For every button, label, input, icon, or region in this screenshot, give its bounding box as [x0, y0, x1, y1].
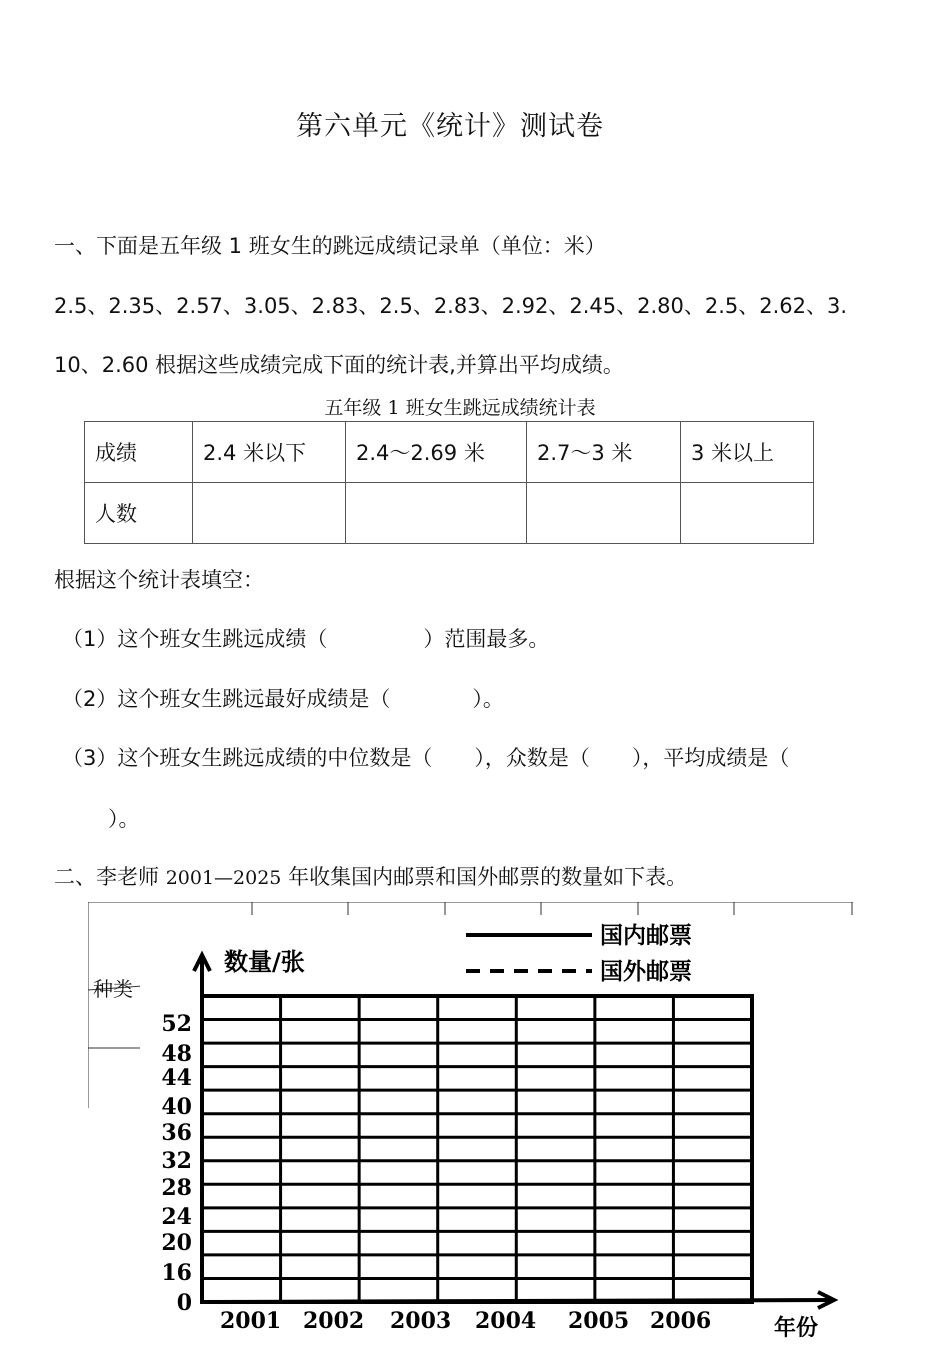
- answer-cell[interactable]: [527, 483, 681, 544]
- section2-heading-start: 二、李老师: [54, 865, 166, 889]
- answer-cell[interactable]: [346, 483, 527, 544]
- question-3: （3）这个班女生跳远成绩的中位数是（ ），众数是（ ），平均成绩是（: [62, 746, 790, 770]
- table-caption: 五年级 1 班女生跳远成绩统计表: [324, 397, 596, 419]
- question-1-end: ）范围最多。: [423, 627, 550, 651]
- legend-label: 国外邮票: [600, 959, 692, 985]
- section2-years: 2001—2025: [165, 867, 282, 889]
- question-3-end: ）。: [108, 807, 140, 831]
- y-tick-label: 52: [161, 1011, 192, 1037]
- y-tick-label: 0: [176, 1290, 192, 1316]
- y-tick-label: 28: [161, 1175, 192, 1201]
- x-tick-label: 2005: [568, 1308, 630, 1334]
- data-line-2: 10、2.60 根据这些成绩完成下面的统计表,并算出平均成绩。: [54, 353, 624, 377]
- x-axis: [202, 1300, 832, 1302]
- question-1-start: （1）这个班女生跳远成绩（: [62, 627, 328, 651]
- question-2-start: （2）这个班女生跳远最好成绩是（: [62, 687, 391, 711]
- x-tick-label: 2004: [475, 1308, 537, 1334]
- y-tick-label: 48: [161, 1041, 192, 1067]
- question-1: [62, 623, 549, 653]
- chart-svg: [140, 915, 860, 1345]
- question-2-end: ）。: [472, 687, 504, 711]
- x-tick-label: 2003: [390, 1308, 452, 1334]
- stamp-line-chart: [140, 915, 860, 1345]
- section2-heading: [54, 861, 687, 891]
- y-tick-label: 36: [161, 1120, 192, 1146]
- legend-label: 国内邮票: [600, 923, 692, 949]
- section2-heading-end: 年收集国内邮票和国外邮票的数量如下表。: [281, 865, 688, 889]
- table-cell: 3 米以上: [681, 422, 814, 483]
- fill-intro: 根据这个统计表填空：: [54, 568, 264, 592]
- table-cell: 成绩: [85, 422, 193, 483]
- table-cell: 2.4～2.69 米: [346, 422, 527, 483]
- y-tick-label: 40: [161, 1094, 192, 1120]
- x-tick-label: 2002: [303, 1308, 365, 1334]
- section1-heading: 一、下面是五年级 1 班女生的跳远成绩记录单（单位：米）: [54, 234, 606, 258]
- answer-cell[interactable]: [681, 483, 814, 544]
- table-cell: 人数: [85, 483, 193, 544]
- table-cell: 2.7～3 米: [527, 422, 681, 483]
- x-tick-label: 2006: [650, 1308, 712, 1334]
- table-row: [85, 483, 814, 544]
- x-axis-label: 年份: [774, 1316, 819, 1341]
- y-tick-label: 44: [161, 1065, 192, 1091]
- y-tick-label: 32: [161, 1148, 192, 1174]
- score-stats-table: [84, 421, 814, 544]
- stamp-table-row-label: 种类: [93, 977, 133, 1001]
- data-line-1: 2.5、2.35、2.57、3.05、2.83、2.5、2.83、2.92、2.45、2.80、2.5、2.62、3.: [54, 294, 848, 318]
- page-title: 第六单元《统计》测试卷: [296, 111, 604, 142]
- table-cell: 2.4 米以下: [193, 422, 346, 483]
- answer-cell[interactable]: [193, 483, 346, 544]
- question-2: [62, 683, 504, 713]
- y-tick-label: 16: [161, 1260, 192, 1286]
- y-tick-label: 24: [161, 1204, 192, 1230]
- x-tick-label: 2001: [220, 1308, 282, 1334]
- table-row: [85, 422, 814, 483]
- y-axis-label: 数量/张: [224, 948, 305, 976]
- y-tick-label: 20: [161, 1230, 192, 1256]
